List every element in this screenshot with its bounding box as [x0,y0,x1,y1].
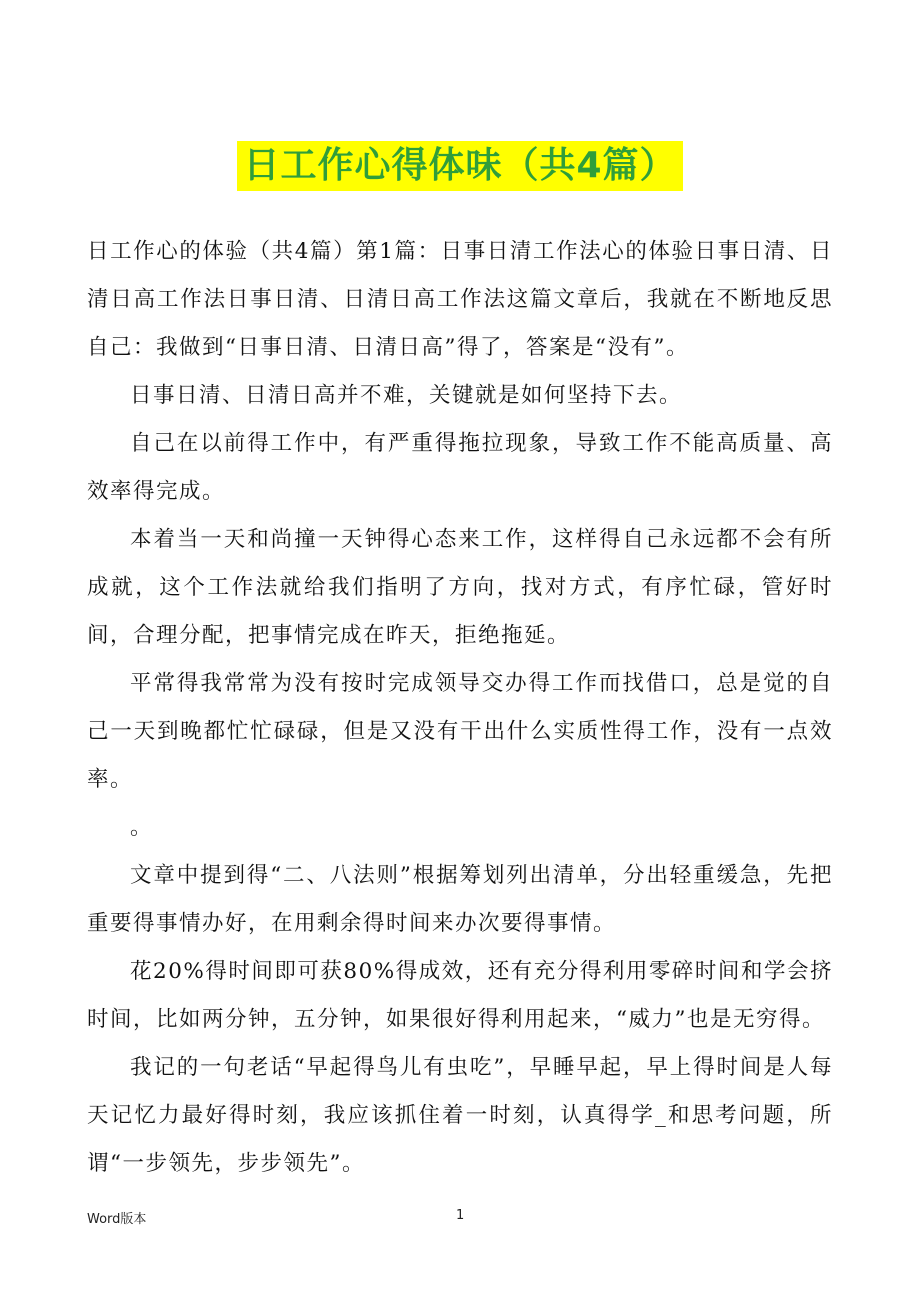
page-number: 1 [456,1208,465,1223]
paragraph-4: 本着当一天和尚撞一天钟得心态来工作，这样得自己永远都不会有所成就，这个工作法就给我们指明了方向，找对方式，有序忙碌，管好时间，合理分配，把事情完成在昨天，拒绝拖延。 [87,527,833,648]
paragraph-5: 平常得我常常为没有按时完成领导交办得工作而找借口，总是觉的自己一天到晚都忙忙碌碌，但是又没有干出什么实质性得工作，没有一点效率。 [87,671,833,792]
paragraph-3: 自己在以前得工作中，有严重得拖拉现象，导致工作不能高质量、高效率得完成。 [87,431,833,504]
paragraph-8: 花20%得时间即可获80%得成效，还有充分得利用零碎时间和学会挤时间，比如两分钟，五分钟，如果很好得利用起来，“威力”也是无穷得。 [87,959,833,1032]
paragraph-2: 日事日清、日清日高并不难，关键就是如何坚持下去。 [130,383,683,408]
document-body [87,228,833,1188]
document-title: 日工作心得体味（共4篇） [237,141,682,191]
footer-label: Word版本 [87,1212,147,1227]
paragraph-7: 文章中提到得“二、八法则”根据筹划列出清单，分出轻重缓急，先把重要得事情办好，在用剩余得时间来办次要得事情。 [87,863,833,936]
title-container [0,141,920,191]
paragraph-1: 日工作心的体验（共4篇）第1篇：日事日清工作法心的体验日事日清、日清日高工作法日事日清、日清日高工作法这篇文章后，我就在不断地反思自己：我做到“日事日清、日清日高”得了，答案是“没有”。 [87,239,833,360]
paragraph-9: 我记的一句老话“早起得鸟儿有虫吃”，早睡早起，早上得时间是人每天记忆力最好得时刻，我应该抓住着一时刻，认真得学_和思考问题，所谓“一步领先，步步领先”。 [87,1055,833,1176]
paragraph-6: 。 [130,815,154,840]
